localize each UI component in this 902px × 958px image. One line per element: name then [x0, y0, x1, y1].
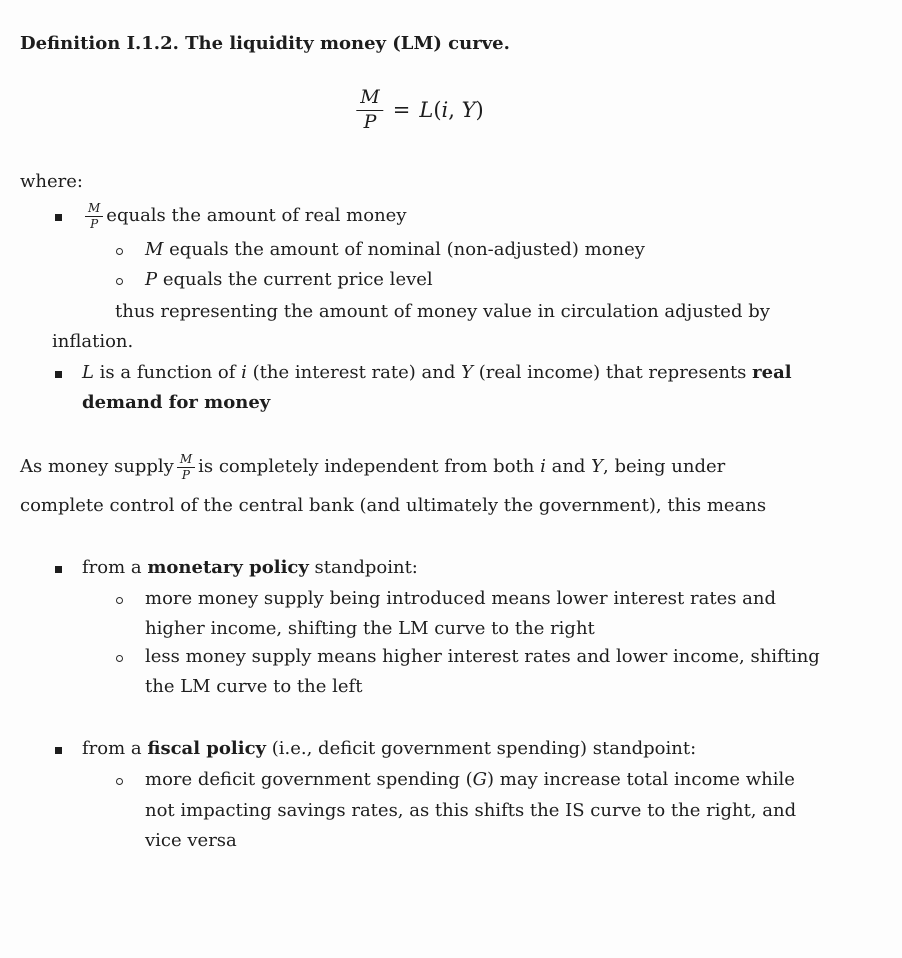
income-variable: Y — [461, 97, 476, 122]
open-paren: ( — [433, 97, 442, 122]
close-paren: ) — [475, 97, 484, 122]
paragraph-line1 — [20, 452, 725, 482]
bullet-circle-marker — [116, 248, 123, 255]
bullet-text: is a function of — [93, 362, 242, 383]
subbullet-less-money-line2: the LM curve to the left — [145, 676, 363, 697]
note-line-2: inflation. — [52, 331, 134, 352]
bullet-money-demand-line1 — [82, 358, 792, 388]
subbullet-deficit-spending-line3: vice versa — [145, 830, 237, 851]
liquidity-function — [419, 97, 484, 122]
variable-p: P — [145, 269, 158, 290]
function-symbol: L — [419, 97, 434, 122]
fraction-numerator: M — [360, 86, 380, 108]
equals-sign: = — [392, 97, 411, 122]
bold-emphasis: demand for money — [82, 392, 271, 413]
bullet-square-marker — [55, 371, 62, 378]
bullet-monetary-policy — [82, 553, 418, 583]
bullet-fiscal-policy — [82, 734, 696, 764]
money-supply-fraction-inline — [177, 453, 195, 481]
paragraph-text: , being under — [603, 456, 726, 477]
where-label: where: — [20, 171, 83, 192]
bold-emphasis: monetary policy — [147, 557, 309, 578]
bullet-square-marker — [55, 566, 62, 573]
bullet-circle-marker — [116, 655, 123, 662]
subbullet-nominal-money — [145, 235, 645, 265]
lm-equation — [356, 88, 483, 133]
fraction-numerator: M — [179, 451, 193, 466]
variable-y: Y — [591, 456, 604, 477]
variable-i: i — [241, 362, 247, 383]
bullet-text: (the interest rate) and — [246, 362, 462, 383]
comma: , — [448, 97, 462, 122]
subbullet-text: ) may increase total income while — [487, 769, 795, 790]
subbullet-deficit-spending-line1 — [145, 765, 795, 795]
subbullet-text: equals the current price level — [157, 269, 433, 290]
paragraph-line2: complete control of the central bank (and ultimately the government), this means — [20, 495, 767, 516]
definition-heading: Definition I.1.2. The liquidity money (LM) curve. — [20, 33, 510, 54]
money-supply-fraction — [356, 88, 383, 133]
bullet-text: from a — [82, 557, 148, 578]
bullet-square-marker — [55, 747, 62, 754]
bullet-text: equals the amount of real money — [106, 205, 407, 226]
fraction-denominator: P — [356, 110, 383, 133]
bullet-text: (real income) that represents — [472, 362, 753, 383]
fraction-denominator: P — [85, 216, 103, 231]
subbullet-less-money-line1: less money supply means higher interest rates and lower income, shifting — [145, 646, 820, 667]
subbullet-more-money-line1: more money supply being introduced means lower interest rates and — [145, 588, 777, 609]
variable-i: i — [540, 456, 546, 477]
fraction-denominator: P — [177, 467, 195, 482]
subbullet-deficit-spending-line2: not impacting savings rates, as this shifts the IS curve to the right, and — [145, 800, 797, 821]
paragraph-text: is completely independent from both — [198, 456, 541, 477]
subbullet-more-money-line2: higher income, shifting the LM curve to the right — [145, 618, 595, 639]
variable-g: G — [472, 769, 488, 790]
bullet-money-demand-line2 — [82, 388, 270, 418]
interest-rate-variable: i — [441, 97, 449, 122]
subbullet-text: more deficit government spending ( — [145, 769, 473, 790]
paragraph-text: As money supply — [20, 456, 174, 477]
variable-l: L — [82, 362, 94, 383]
subbullet-price-level — [145, 265, 433, 295]
subbullet-text: equals the amount of nominal (non-adjusted) money — [163, 239, 645, 260]
bullet-circle-marker — [116, 278, 123, 285]
paragraph-text: and — [545, 456, 592, 477]
real-money-fraction — [85, 202, 103, 230]
bullet-circle-marker — [116, 778, 123, 785]
bold-emphasis: real — [752, 362, 792, 383]
bullet-text: standpoint: — [308, 557, 418, 578]
bullet-circle-marker — [116, 597, 123, 604]
variable-y: Y — [461, 362, 473, 383]
bold-emphasis: fiscal policy — [147, 738, 266, 759]
note-line-1: thus representing the amount of money value in circulation adjusted by — [115, 301, 770, 322]
bullet-text: from a — [82, 738, 148, 759]
variable-m: M — [145, 239, 164, 260]
bullet-text: (i.e., deficit government spending) standpoint: — [266, 738, 697, 759]
bullet-square-marker — [55, 214, 62, 221]
fraction-numerator: M — [88, 200, 101, 215]
bullet-real-money — [82, 201, 407, 231]
